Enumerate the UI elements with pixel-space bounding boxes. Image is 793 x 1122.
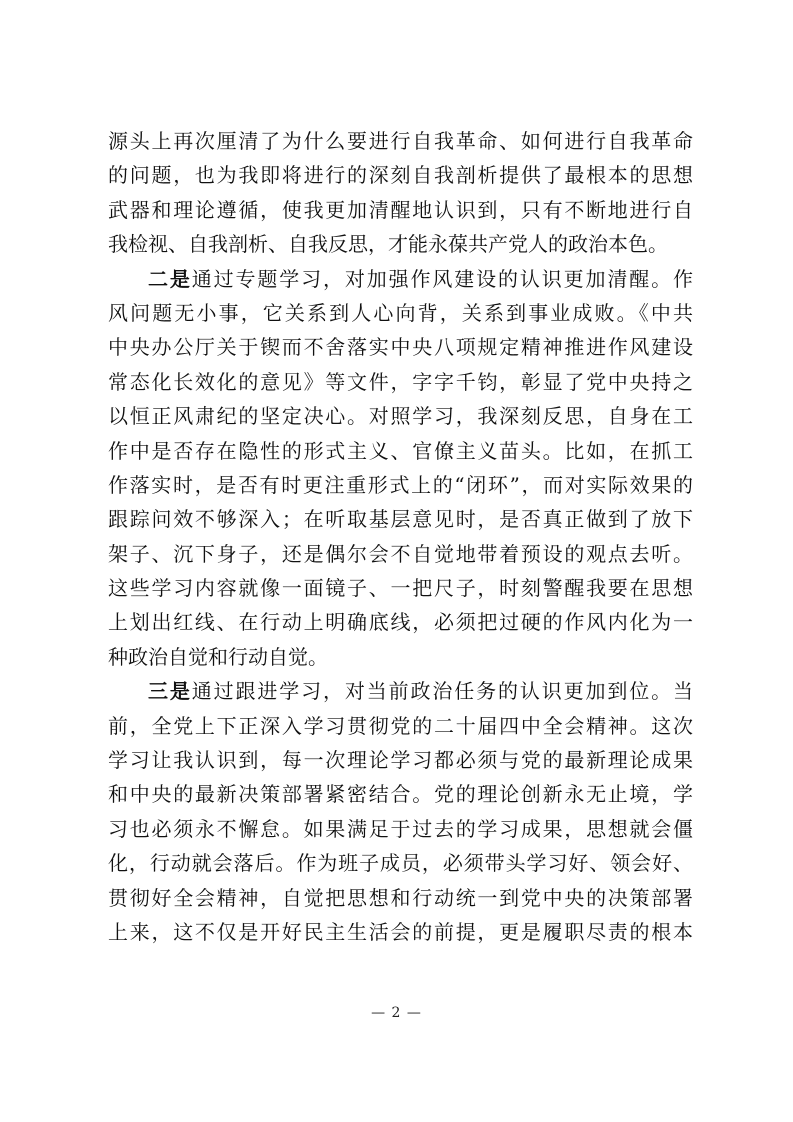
text-line: 化，行动就会落后。作为班子成员，必须带头学习好、领会好、 (108, 851, 693, 876)
text-line: 这些学习内容就像一面镜子、一把尺子，时刻警醒我要在思想 (108, 576, 693, 601)
text-line: 学习让我认识到，每一次理论学习都必须与党的最新理论成果 (108, 748, 693, 773)
text-line: 习也必须永不懈怠。如果满足于过去的学习成果，思想就会僵 (108, 816, 693, 841)
page-number: — 2 — (371, 1005, 422, 1021)
document-body (108, 124, 693, 949)
text-run: 通过跟进学习，对当前政治任务的认识更加到位。当 (191, 679, 693, 704)
paragraph-lead: 二是 (148, 266, 192, 291)
text-line: 风问题无小事，它关系到人心向背，关系到事业成败。《中共 (108, 300, 693, 325)
paragraph-first-line (108, 262, 693, 296)
paragraph-lead: 三是 (148, 679, 192, 704)
text-line: 我检视、自我剖析、自我反思，才能永葆共产党人的政治本色。 (108, 232, 668, 257)
text-line: 的问题，也为我即将进行的深刻自我剖析提供了最根本的思想 (108, 163, 693, 188)
text-line: 上来，这不仅是开好民主生活会的前提，更是履职尽责的根本 (108, 919, 693, 944)
text-line: 贯彻好全会精神，自觉把思想和行动统一到党中央的决策部署 (108, 885, 693, 910)
text-line: 武器和理论遵循，使我更加清醒地认识到，只有不断地进行自 (108, 197, 693, 222)
paragraph-first-line (108, 674, 693, 708)
text-line: 上划出红线、在行动上明确底线，必须把过硬的作风内化为一 (108, 610, 693, 635)
text-line: 中央办公厅关于锲而不舍落实中央八项规定精神推进作风建设 (108, 335, 693, 360)
text-line: 以恒正风肃纪的坚定决心。对照学习，我深刻反思，自身在工 (108, 404, 693, 429)
text-line: 前，全党上下正深入学习贯彻党的二十届四中全会精神。这次 (108, 713, 693, 738)
text-line: 作落实时，是否有时更注重形式上的“闭环”，而对实际效果的 (108, 472, 693, 497)
text-line: 种政治自觉和行动自觉。 (108, 644, 328, 669)
text-run: 通过专题学习，对加强作风建设的认识更加清醒。作 (191, 266, 693, 291)
text-line: 架子、沉下身子，还是偶尔会不自觉地带着预设的观点去听。 (108, 541, 693, 566)
text-line: 常态化长效化的意见》等文件，字字千钧，彰显了党中央持之 (108, 369, 693, 394)
text-line: 作中是否存在隐性的形式主义、官僚主义苗头。比如，在抓工 (108, 438, 693, 463)
text-line: 跟踪问效不够深入；在听取基层意见时，是否真正做到了放下 (108, 507, 693, 532)
text-line: 源头上再次厘清了为什么要进行自我革命、如何进行自我革命 (108, 129, 693, 153)
text-line: 和中央的最新决策部署紧密结合。党的理论创新永无止境，学 (108, 782, 693, 807)
